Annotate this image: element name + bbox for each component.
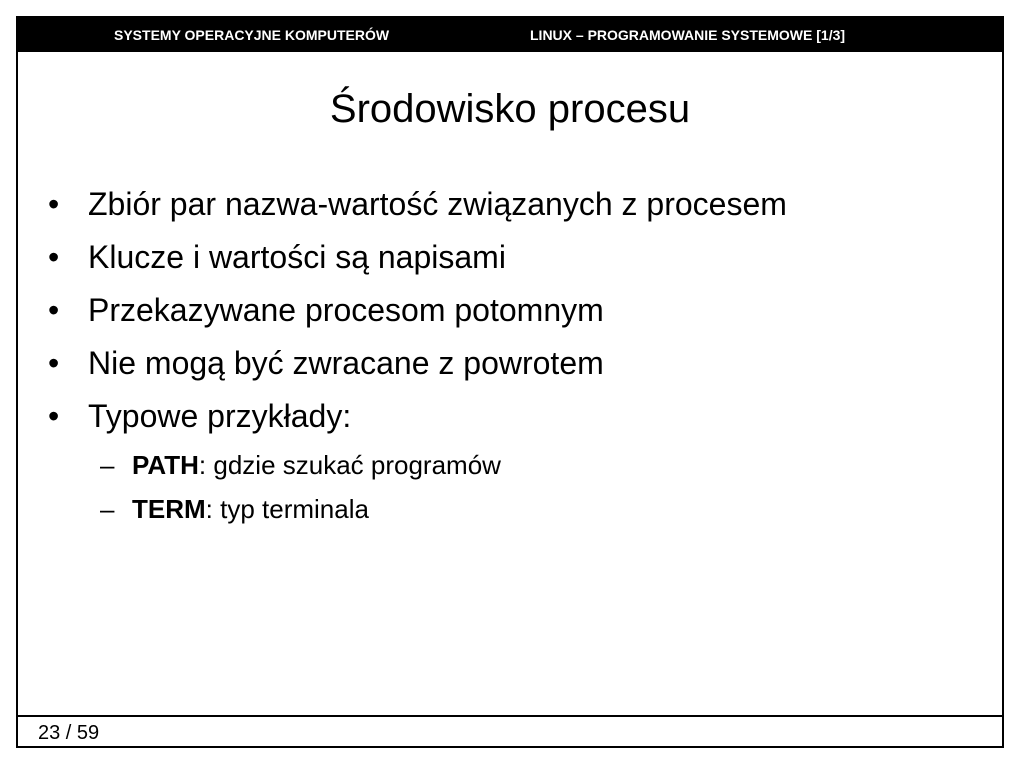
- bullet-marker: •: [48, 292, 60, 328]
- sub-marker: –: [100, 450, 115, 480]
- slide-title: Środowisko procesu: [329, 87, 691, 131]
- bullet-text: Zbiór par nazwa-wartość związanych z procesem: [88, 186, 787, 222]
- sub-item-text: : typ terminala: [205, 494, 369, 524]
- sub-marker: –: [100, 494, 115, 524]
- slide: [16, 16, 1004, 748]
- bullet-item: [42, 390, 787, 443]
- bullet-text: Klucze i wartości są napisami: [88, 239, 506, 275]
- lecture-title: LINUX – PROGRAMOWANIE SYSTEMOWE [1/3]: [530, 27, 846, 43]
- page-number: 23 / 59: [38, 722, 100, 744]
- slide-footer: [18, 715, 1002, 746]
- bullet-marker: •: [48, 186, 60, 222]
- bullet-item: [42, 231, 787, 284]
- sub-item-key: TERM: [132, 494, 206, 524]
- bullet-text: Typowe przykłady:: [88, 398, 352, 434]
- course-title: SYSTEMY OPERACYJNE KOMPUTERÓW: [114, 27, 390, 43]
- sub-item-path: [42, 443, 787, 487]
- bullet-text: Przekazywane procesom potomnym: [88, 292, 604, 328]
- bullet-item: [42, 284, 787, 337]
- sub-item-key: PATH: [132, 450, 199, 480]
- bullet-marker: •: [48, 239, 60, 275]
- bullet-item: [42, 178, 787, 231]
- bullet-text: Nie mogą być zwracane z powrotem: [88, 345, 604, 381]
- bullet-marker: •: [48, 345, 60, 381]
- sub-item-text: : gdzie szukać programów: [198, 450, 501, 480]
- sub-item-term: [42, 487, 787, 531]
- slide-header: [18, 18, 1002, 52]
- bullet-list: [42, 178, 787, 531]
- bullet-marker: •: [48, 398, 60, 434]
- bullet-item: [42, 337, 787, 390]
